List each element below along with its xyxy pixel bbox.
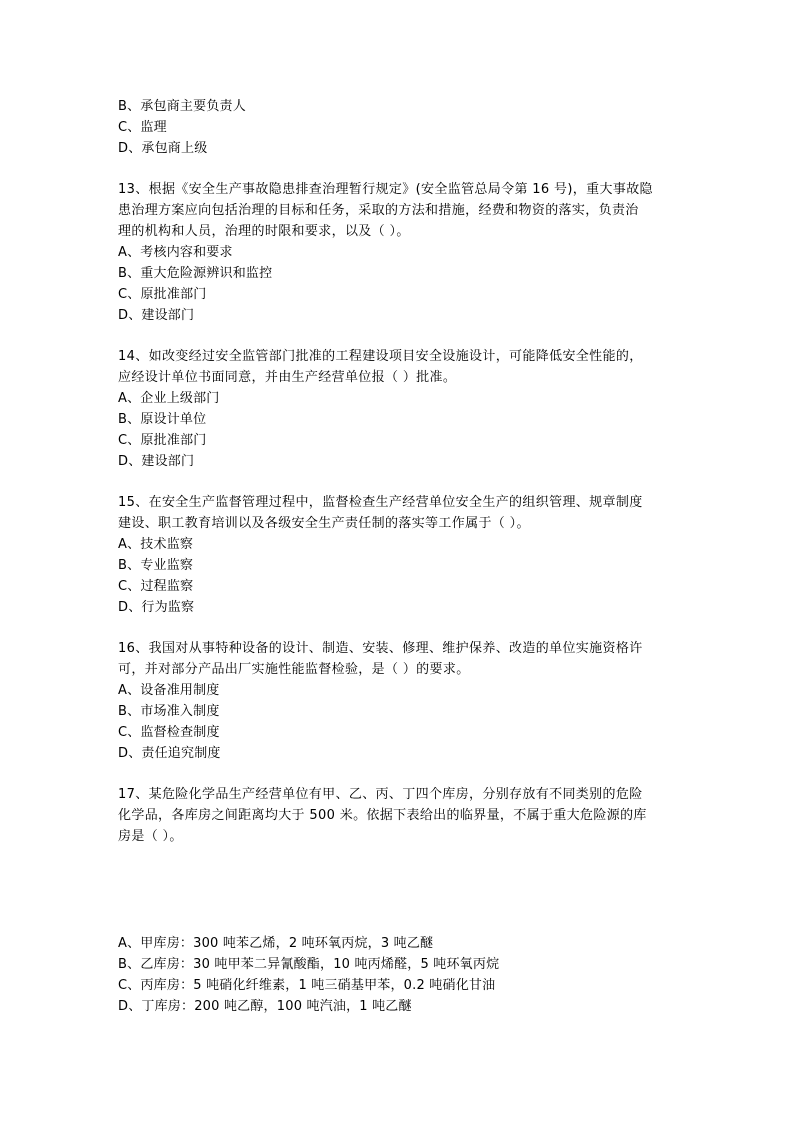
stem-line: 化学品，各库房之间距离均大于 500 米。依据下表给出的临界量，不属于重大危险源的库 <box>118 808 647 823</box>
option-c: C、原批准部门 <box>118 433 207 448</box>
stem-line: 14、如改变经过安全监管部门批准的工程建设项目安全设施设计，可能降低安全性能的， <box>118 349 643 364</box>
option-d: D、建设部门 <box>118 308 195 323</box>
option-c: C、过程监察 <box>118 579 194 594</box>
stem-line: 15、在安全生产监督管理过程中，监督检查生产经营单位安全生产的组织管理、规章制度 <box>118 495 643 510</box>
option-b: B、重大危险源辨识和监控 <box>118 266 273 281</box>
option-a: A、设备准用制度 <box>118 683 220 698</box>
stem-line: 13、根据《安全生产事故隐患排查治理暂行规定》(安全监管总局令第 16 号)，重大事故隐 <box>118 182 653 197</box>
question-17-stem <box>118 784 678 847</box>
option-d: D、行为监察 <box>118 600 195 615</box>
option-d: D、承包商上级 <box>118 141 208 156</box>
question-16 <box>118 638 678 764</box>
question-13 <box>118 179 678 326</box>
option-a: A、技术监察 <box>118 537 194 552</box>
option-c: C、监督检查制度 <box>118 725 220 740</box>
stem-line: 患治理方案应向包括治理的目标和任务，采取的方法和措施，经费和物资的落实，负责治 <box>118 203 639 218</box>
stem-line: 应经设计单位书面同意，并由生产经营单位报（ ）批准。 <box>118 370 457 385</box>
document-page <box>118 96 678 1017</box>
option-c: C、原批准部门 <box>118 287 207 302</box>
question-12-options <box>118 96 678 159</box>
question-14-stem <box>118 346 678 388</box>
stem-line: 理的机构和人员，治理的时限和要求，以及（ ）。 <box>118 224 410 239</box>
question-13-stem <box>118 179 678 242</box>
option-b: B、原设计单位 <box>118 412 207 427</box>
option-a: A、企业上级部门 <box>118 391 220 406</box>
option-b: B、专业监察 <box>118 558 194 573</box>
option-d: D、丁库房：200 吨乙醇，100 吨汽油，1 吨乙醚 <box>118 999 412 1014</box>
option-d: D、责任追究制度 <box>118 746 221 761</box>
stem-line: 可，并对部分产品出厂实施性能监督检验，是（ ）的要求。 <box>118 662 470 677</box>
option-b: B、市场准入制度 <box>118 704 220 719</box>
stem-line: 17、某危险化学品生产经营单位有甲、乙、丙、丁四个库房，分别存放有不同类别的危险 <box>118 787 643 802</box>
option-c: C、丙库房：5 吨硝化纤维素，1 吨三硝基甲苯，0.2 吨硝化甘油 <box>118 978 496 993</box>
stem-line: 16、我国对从事特种设备的设计、制造、安装、修理、维护保养、改造的单位实施资格许 <box>118 641 643 656</box>
option-b: B、承包商主要负责人 <box>118 99 246 114</box>
question-16-stem <box>118 638 678 680</box>
question-17 <box>118 784 678 1017</box>
option-a: A、甲库房：300 吨苯乙烯，2 吨环氧丙烷，3 吨乙醚 <box>118 936 434 951</box>
option-d: D、建设部门 <box>118 454 195 469</box>
stem-line: 建设、职工教育培训以及各级安全生产责任制的落实等工作属于（ ）。 <box>118 516 530 531</box>
option-b: B、乙库房：30 吨甲苯二异氰酸酯，10 吨丙烯醛，5 吨环氧丙烷 <box>118 957 500 972</box>
blank-table-space <box>118 847 678 933</box>
question-15-stem <box>118 492 678 534</box>
question-15 <box>118 492 678 618</box>
option-a: A、考核内容和要求 <box>118 245 233 260</box>
question-14 <box>118 346 678 472</box>
option-c: C、监理 <box>118 120 167 135</box>
stem-line: 房是（ ）。 <box>118 829 183 844</box>
